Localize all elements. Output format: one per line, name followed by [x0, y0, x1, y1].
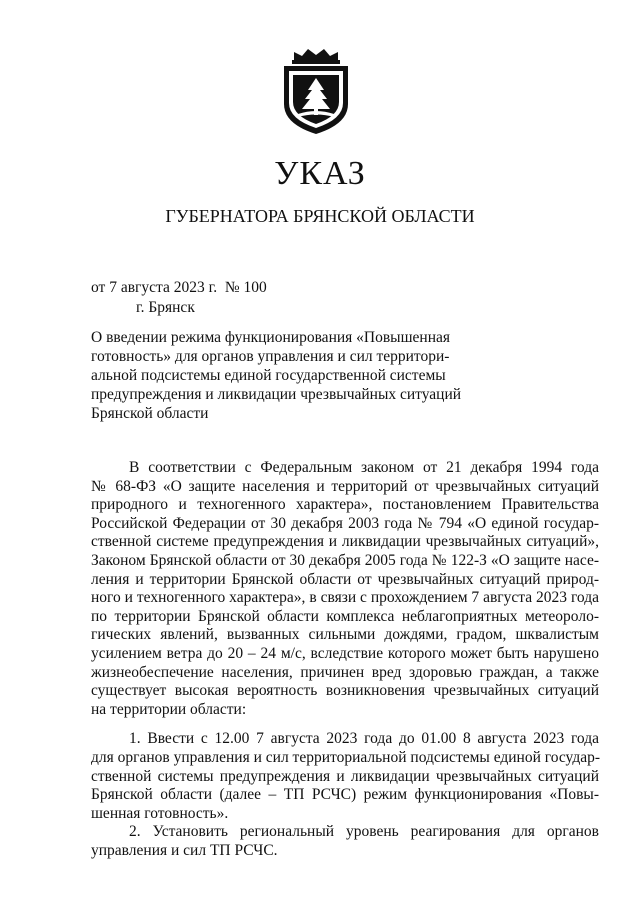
clause-2 [91, 823, 599, 860]
heading-line: Брянской области [91, 405, 209, 422]
heading-line: предупреждения и ликвидации чрезвычайных ситуаций [91, 386, 462, 403]
body-line: управления и сил ТП РСЧС. [91, 841, 278, 859]
body-line: гических явлений, вызванных сильными дождями, градом, шквалистым [91, 626, 599, 644]
body-line: ного и техногенного характера», в связи с прохождением 7 августа 2023 года [91, 589, 599, 607]
body-line: усилением ветра до 20 – 24 м/с, вследствие которого может быть нарушено [91, 644, 599, 662]
body-line: природного и техногенного характера», постановлением Правительства [91, 496, 599, 514]
document-date-number: от 7 августа 2023 г. № 100 [91, 279, 267, 296]
document-subtitle: ГУБЕРНАТОРА БРЯНСКОЙ ОБЛАСТИ [165, 206, 475, 226]
heading-line: готовность» для органов управления и сил территори- [91, 348, 450, 365]
body-line: по территории Брянской области комплекса неблагоприятных метеороло- [91, 607, 599, 625]
heading-line: альной подсистемы единой государственной системы [91, 367, 446, 384]
body-line: ления и территории Брянской области от чрезвычайных ситуаций природ- [91, 570, 599, 588]
body-line: существует высокая вероятность возникновения чрезвычайных ситуаций [91, 682, 599, 700]
decree-body [91, 459, 599, 860]
body-line: жизнеобеспечение населения, причинен вред здоровью граждан, а также [91, 663, 599, 681]
body-line: на территории области: [91, 700, 247, 718]
body-line: 2. Установить региональный уровень реагирования для органов [129, 823, 599, 841]
document-city: г. Брянск [136, 299, 195, 316]
body-line: Российской Федерации от 30 декабря 2003 года № 794 «О единой государ- [91, 514, 599, 532]
coat-of-arms-icon [274, 46, 358, 136]
decree-heading [91, 328, 471, 423]
body-line: ственной системе предупреждения и ликвидации чрезвычайных ситуаций», [91, 533, 599, 551]
body-line: Законом Брянской области от 30 декабря 2005 года № 122-З «О защите насе- [91, 551, 599, 569]
body-line: для органов управления и сил территориальной подсистемы единой государ- [91, 748, 600, 766]
body-line: ственной системы предупреждения и ликвидации чрезвычайных ситуаций [91, 767, 599, 785]
body-line: № 68-ФЗ «О защите населения и территорий от чрезвычайных ситуаций [91, 477, 599, 495]
body-line: Брянской области (далее – ТП РСЧС) режим функционирования «Повы- [91, 786, 599, 804]
body-line: шенная готовность». [91, 804, 229, 822]
preamble-paragraph [91, 459, 599, 719]
heading-line: О введении режима функционирования «Повышенная [91, 329, 450, 346]
document-title: УКАЗ [274, 155, 366, 192]
clause-1 [91, 730, 599, 823]
body-line: 1. Ввести с 12.00 7 августа 2023 года до 01.00 8 августа 2023 года [129, 730, 599, 748]
body-line: В соответствии с Федеральным законом от 21 декабря 1994 года [129, 459, 599, 476]
